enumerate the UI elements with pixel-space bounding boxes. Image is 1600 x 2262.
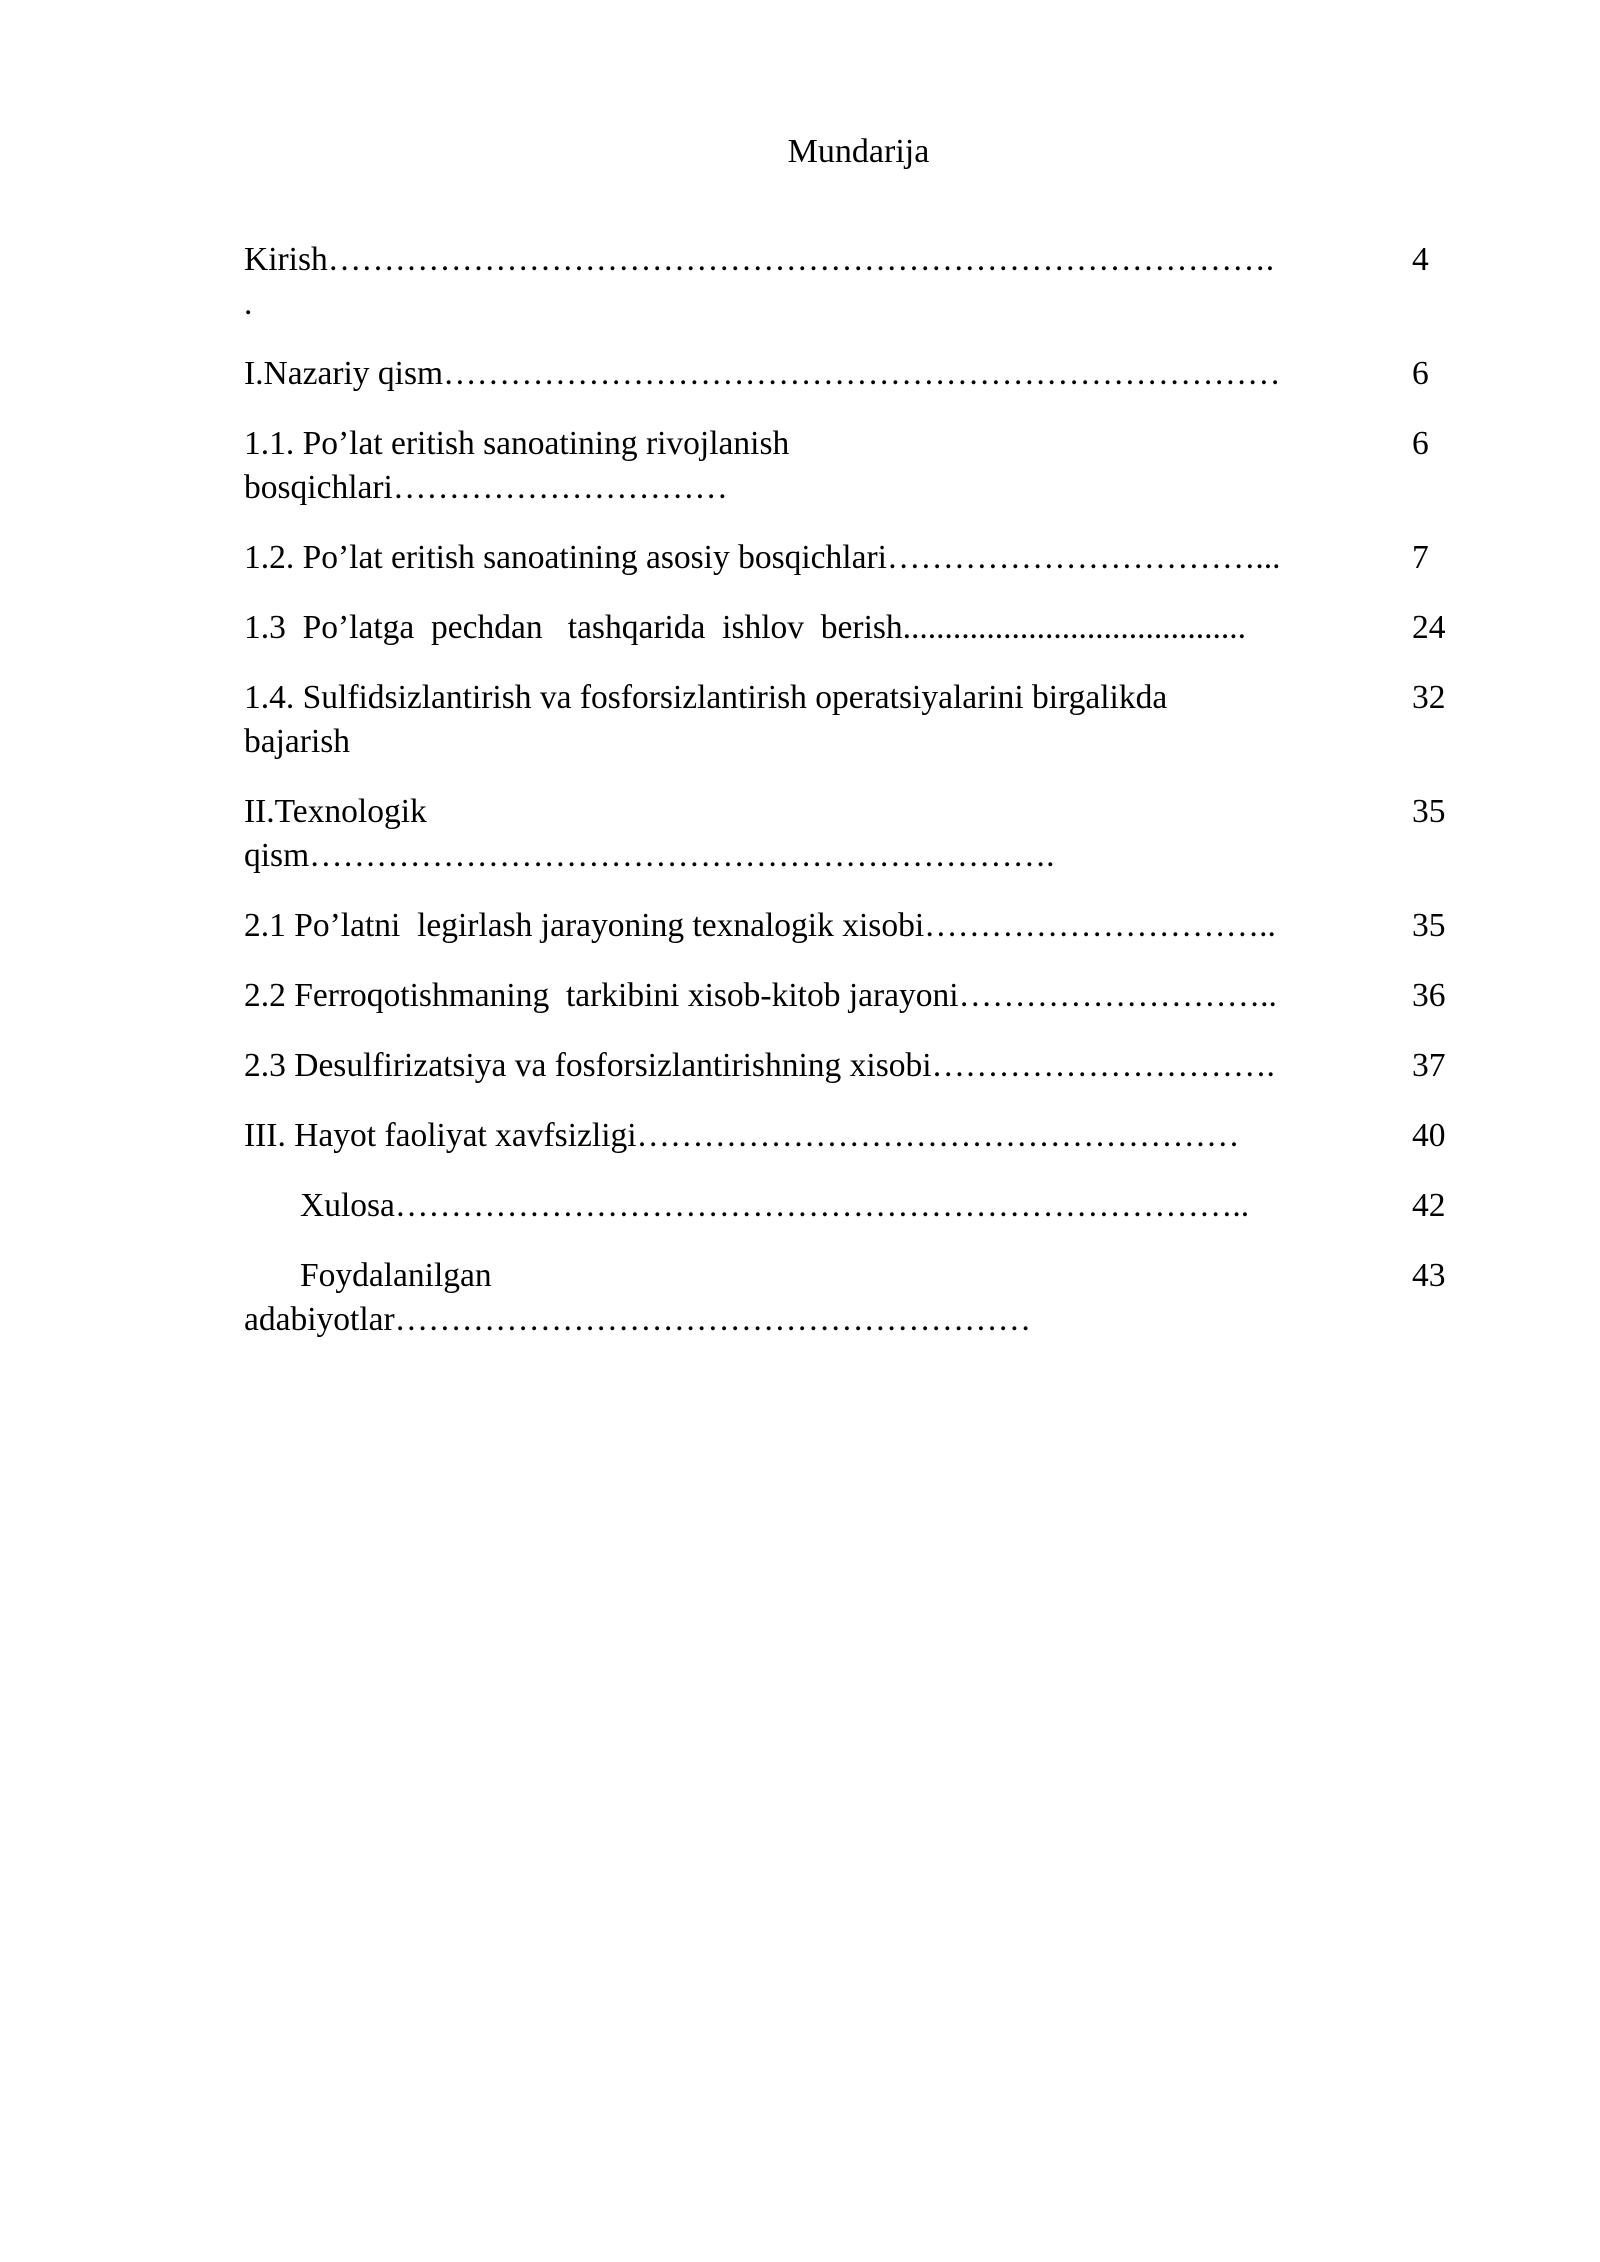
- toc-page-number: 42: [1412, 1187, 1446, 1224]
- toc-page-number: 43: [1412, 1257, 1446, 1294]
- toc-entry-text: 2.2 Ferroqotishmaning tarkibini xisob-kitob jarayoni………………………..: [244, 977, 1277, 1014]
- toc-entry: [244, 676, 1484, 764]
- toc-page-number: 37: [1412, 1047, 1446, 1084]
- toc-entry: [244, 1114, 1484, 1158]
- toc-entry-text: 1.2. Po’lat eritish sanoatining asosiy bosqichlari……………………………...: [244, 539, 1281, 576]
- toc-entry-text: 2.1 Po’latni legirlash jarayoning texnalogik xisobi…………………………..: [244, 907, 1276, 944]
- toc-page-number: 6: [1412, 425, 1429, 462]
- page-title: Mundarija: [787, 133, 930, 170]
- toc-entry-text: Xulosa…………………………………………………………………..: [300, 1187, 1250, 1224]
- toc-entry: [244, 1044, 1484, 1088]
- toc-entry-text: Kirish…………………………………………………………………………. .: [244, 241, 1275, 322]
- toc-entry-text: III. Hayot faoliyat xavfsizligi………………………………………………: [244, 1117, 1240, 1154]
- toc-entry-text: I.Nazariy qism…………………………………………………………………: [244, 355, 1281, 392]
- toc-entry: [244, 790, 1484, 878]
- toc-page-number: 7: [1412, 539, 1429, 576]
- toc-entry: [244, 606, 1484, 650]
- toc-entry-text: Foydalanilgan adabiyotlar…………………………………………………: [244, 1257, 1032, 1338]
- toc-page-number: 35: [1412, 793, 1446, 830]
- toc-page-number: 24: [1412, 609, 1446, 646]
- table-of-contents: [244, 238, 1484, 1368]
- toc-page-number: 35: [1412, 907, 1446, 944]
- toc-page-number: 6: [1412, 355, 1429, 392]
- toc-entry: [244, 904, 1484, 948]
- toc-entry-text: 1.4. Sulfidsizlantirish va fosforsizlantirish operatsiyalarini birgalikda bajarish: [244, 679, 1168, 760]
- toc-entry-text: 1.1. Po’lat eritish sanoatining rivojlanish bosqichlari…………………………: [244, 425, 790, 506]
- toc-entry-text: 1.3 Po’latga pechdan tashqarida ishlov berish.........................................: [244, 609, 1247, 646]
- toc-entry-text: 2.3 Desulfirizatsiya va fosforsizlantirishning xisobi………………………….: [244, 1047, 1275, 1084]
- toc-entry: [244, 238, 1484, 326]
- toc-page-number: 40: [1412, 1117, 1446, 1154]
- toc-entry: [244, 1184, 1484, 1228]
- toc-entry: [244, 974, 1484, 1018]
- toc-entry: [244, 536, 1484, 580]
- toc-page-number: 32: [1412, 679, 1446, 716]
- toc-entry-text: II.Texnologik qism………………………………………………………….: [244, 793, 1055, 874]
- toc-page-number: 36: [1412, 977, 1446, 1014]
- toc-entry: [244, 352, 1484, 396]
- toc-page-number: 4: [1412, 241, 1429, 278]
- toc-entry: [244, 1254, 1484, 1342]
- toc-entry: [244, 422, 1484, 510]
